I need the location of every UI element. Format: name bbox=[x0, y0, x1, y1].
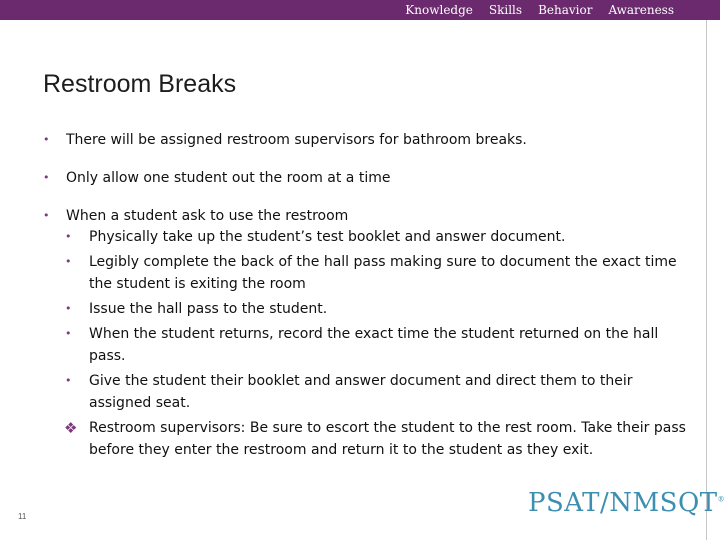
sub-bullet-4-text: When the student returns, record the exact time the student returned on the hall pass. bbox=[89, 326, 659, 364]
top-nav-bar bbox=[0, 0, 720, 20]
bullet-dot-icon: • bbox=[65, 255, 72, 268]
sub-bullet-3 bbox=[43, 298, 693, 320]
bullet-1 bbox=[43, 130, 693, 150]
sub-bullet-2 bbox=[43, 251, 693, 295]
sub-bullet-3-text: Issue the hall pass to the student. bbox=[89, 301, 328, 317]
nav-skills[interactable]: Skills bbox=[488, 3, 523, 17]
psat-nmsqt-logo bbox=[528, 488, 725, 518]
bullet-2-text: Only allow one student out the room at a time bbox=[66, 170, 391, 186]
sub-bullet-1 bbox=[43, 226, 693, 248]
sub-bullet-5 bbox=[43, 370, 693, 414]
page-number: 11 bbox=[18, 512, 27, 521]
logo-text: PSAT/NMSQT bbox=[528, 488, 718, 518]
nav-awareness[interactable]: Awareness bbox=[608, 3, 674, 17]
bullet-1-text: There will be assigned restroom supervisors for bathroom breaks. bbox=[66, 132, 527, 148]
slide-title: Restroom Breaks bbox=[43, 70, 237, 98]
bullet-3-text: When a student ask to use the restroom bbox=[66, 208, 349, 224]
sub-bullet-2-text: Legibly complete the back of the hall pass making sure to document the exact time the student is exiting the room bbox=[89, 254, 677, 292]
bullet-dot-icon: • bbox=[65, 302, 72, 315]
bullet-dot-icon: • bbox=[65, 374, 72, 387]
note-text: Restroom supervisors: Be sure to escort the student to the rest room. Take their pass before they enter the restroom and return it to the student as they exit. bbox=[89, 420, 686, 458]
registered-mark: ® bbox=[717, 495, 725, 504]
bullet-dot-icon: • bbox=[43, 133, 50, 146]
slide-content bbox=[43, 130, 693, 463]
nav-behavior[interactable]: Behavior bbox=[538, 3, 593, 17]
bullet-dot-icon: • bbox=[65, 327, 72, 340]
sub-bullet-5-text: Give the student their booklet and answer document and direct them to their assigned seat. bbox=[89, 373, 633, 411]
right-divider-line bbox=[706, 20, 707, 540]
sub-bullet-4 bbox=[43, 323, 693, 367]
note-bullet bbox=[43, 417, 693, 461]
nav-knowledge[interactable]: Knowledge bbox=[405, 3, 473, 17]
top-nav-items bbox=[397, 0, 720, 20]
bullet-dot-icon: • bbox=[65, 230, 72, 243]
bullet-dot-icon: • bbox=[43, 209, 50, 222]
bullet-3 bbox=[43, 206, 693, 226]
bullet-2 bbox=[43, 168, 693, 188]
bullet-dot-icon: • bbox=[43, 171, 50, 184]
sub-bullet-1-text: Physically take up the student’s test booklet and answer document. bbox=[89, 229, 566, 245]
diamond-bullet-icon: ❖ bbox=[64, 419, 78, 437]
